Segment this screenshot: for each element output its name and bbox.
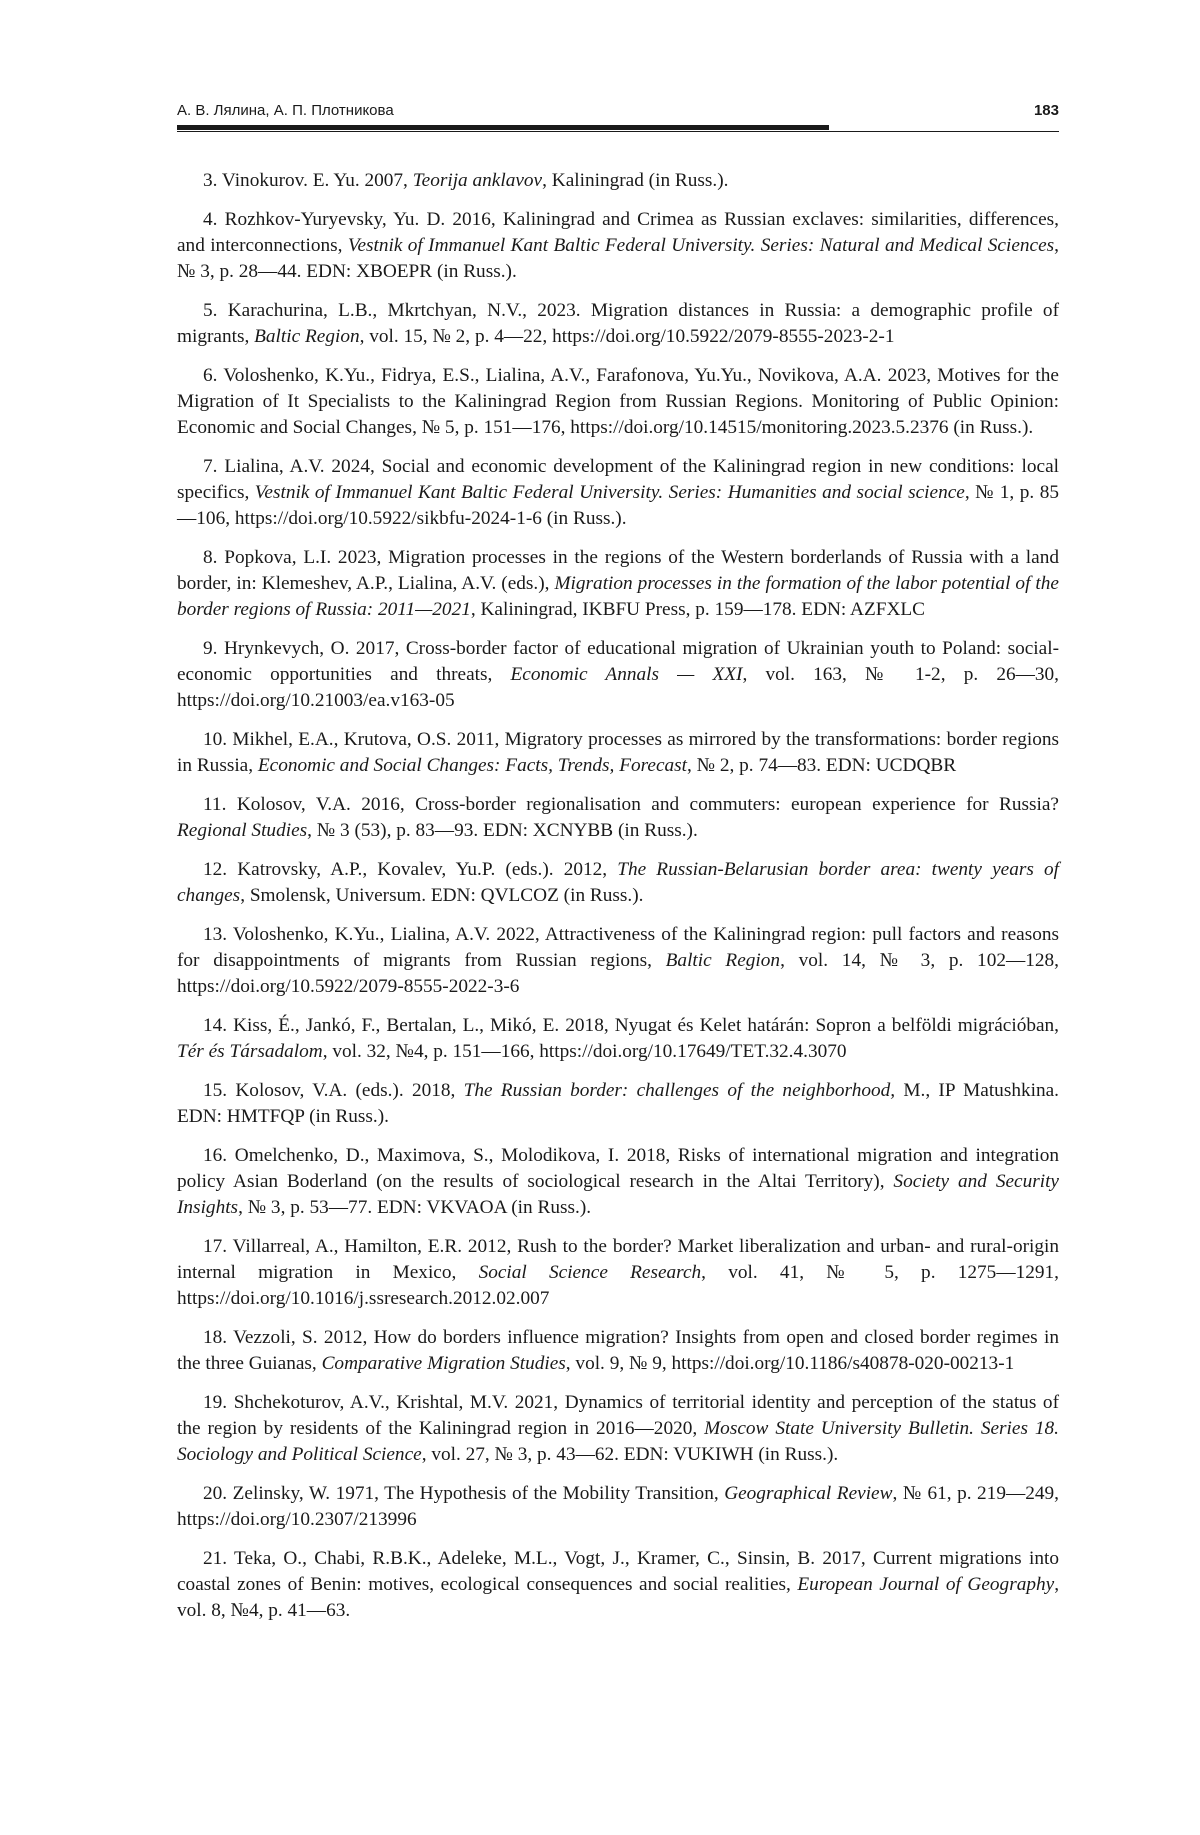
reference-title-italic: European Journal of Geography — [797, 1574, 1055, 1595]
reference-title-italic: Comparative Migration Studies — [321, 1353, 566, 1374]
reference-text: 20. Zelinsky, W. 1971, The Hypothesis of the Mobility Transition, — [203, 1483, 725, 1504]
reference-item — [177, 922, 1059, 1000]
reference-title-italic: Society and Security Insights — [177, 1171, 1059, 1218]
reference-text: 7. Lialina, A.V. 2024, Social and economic development of the Kaliningrad region in new conditions: local specifics, — [177, 456, 1059, 503]
reference-item — [177, 363, 1059, 441]
reference-title-italic: The Russian-Belarusian border area: twenty years of changes — [177, 859, 1059, 906]
reference-text: , № 2, p. 74—83. EDN: UCDQBR — [687, 755, 957, 776]
reference-title-italic: Baltic Region — [254, 326, 360, 347]
reference-text: , № 61, p. 219—249, https://doi.org/10.2307/213996 — [177, 1483, 1059, 1530]
reference-title-italic: Baltic Region — [665, 950, 781, 971]
reference-text: 17. Villarreal, A., Hamilton, E.R. 2012, Rush to the border? Market liberalization and urban- and rural-origin internal migration in Mexico, — [177, 1236, 1059, 1283]
reference-item — [177, 207, 1059, 285]
reference-text: , Smolensk, Universum. EDN: QVLCOZ (in Russ.). — [240, 885, 644, 906]
reference-item — [177, 857, 1059, 909]
reference-title-italic: Vestnik of Immanuel Kant Baltic Federal University. Series: Humanities and social science — [254, 482, 965, 503]
reference-text: , vol. 163, № 1-2, p. 26—30, https://doi.org/10.21003/ea.v163-05 — [177, 664, 1060, 711]
reference-text: 21. Teka, O., Chabi, R.B.K., Adeleke, M.L., Vogt, J., Kramer, C., Sinsin, B. 2017, Current migrations into coastal zones of Benin: motives, ecological consequences and social realities, — [177, 1548, 1059, 1595]
reference-title-italic: Economic Annals — XXI — [510, 664, 743, 685]
reference-text: , Kaliningrad, IKBFU Press, p. 159—178. EDN: AZFXLC — [470, 599, 926, 620]
reference-text: 11. Kolosov, V.A. 2016, Cross-border regionalisation and commuters: european experience for Russia? — [203, 794, 1059, 815]
reference-item — [177, 1481, 1059, 1533]
reference-title-italic: Geographical Review — [724, 1483, 893, 1504]
reference-text: 13. Voloshenko, K.Yu., Lialina, A.V. 2022, Attractiveness of the Kaliningrad region: pull factors and reasons for disappointments of migrants from Russian regions, — [177, 924, 1059, 971]
reference-text: 10. Mikhel, E.A., Krutova, O.S. 2011, Migratory processes as mirrored by the transformations: border regions in Russia, — [177, 729, 1059, 776]
reference-item — [177, 727, 1059, 779]
reference-text: 8. Popkova, L.I. 2023, Migration processes in the regions of the Western borderlands of Russia with a land border, in: Klemeshev, A.P., Lialina, A.V. (eds.), — [177, 547, 1059, 594]
reference-title-italic: Migration processes in the formation of the labor potential of the border regions of Russia: 2011—2021 — [177, 573, 1059, 620]
reference-title-italic: Teorija anklavov — [412, 170, 543, 191]
reference-text: , № 3, p. 53—77. EDN: VKVAOA (in Russ.). — [238, 1197, 592, 1218]
reference-text: M., IP Matushkina. EDN: HMTFQP (in Russ.). — [177, 1080, 1059, 1127]
reference-text: , vol. 32, №4, p. 151—166, https://doi.org/10.17649/TET.32.4.3070 — [322, 1041, 847, 1062]
reference-text: 16. Omelchenko, D., Maximova, S., Molodikova, I. 2018, Risks of international migration and integration policy Asian Boderland (on the results of sociological research in the Altai Territory), — [177, 1145, 1059, 1192]
reference-text: , № 1, p. 85—106, https://doi.org/10.5922/sikbfu-2024-1-6 (in Russ.). — [177, 482, 1059, 529]
reference-title-italic: Tér és Társadalom — [177, 1041, 323, 1062]
reference-text: , vol. 9, № 9, https://doi.org/10.1186/s40878-020-00213-1 — [565, 1353, 1015, 1374]
reference-item — [177, 454, 1059, 532]
reference-text: , vol. 14, № 3, p. 102—128, https://doi.org/10.5922/2079-8555-2022-3-6 — [177, 950, 1060, 997]
reference-text: , vol. 8, №4, p. 41—63. — [177, 1574, 1060, 1621]
reference-title-italic: Economic and Social Changes: Facts, Trends, Forecast — [257, 755, 688, 776]
reference-text: , № 3, p. 28—44. EDN: XBOEPR (in Russ.). — [177, 235, 1059, 282]
reference-text: 3. Vinokurov. E. Yu. 2007, — [203, 170, 413, 191]
reference-item — [177, 1325, 1059, 1377]
reference-item — [177, 168, 1059, 194]
reference-text: , vol. 15, № 2, p. 4—22, https://doi.org/10.5922/2079-8555-2023-2-1 — [359, 326, 895, 347]
reference-text: 19. Shchekoturov, A.V., Krishtal, M.V. 2021, Dynamics of territorial identity and perception of the status of the region by residents of the Kaliningrad region in 2016—2020, — [177, 1392, 1059, 1439]
reference-text: 15. Kolosov, V.A. (eds.). 2018, — [203, 1080, 464, 1101]
reference-text: 5. Karachurina, L.B., Mkrtchyan, N.V., 2023. Migration distances in Russia: a demographic profile of migrants, — [177, 300, 1059, 347]
reference-item — [177, 1390, 1059, 1468]
header-rule-thin — [177, 131, 1059, 132]
reference-text: , vol. 27, № 3, p. 43—62. EDN: VUKIWH (in Russ.). — [421, 1444, 839, 1465]
reference-item — [177, 1078, 1059, 1130]
reference-text: 9. Hrynkevych, O. 2017, Cross-border factor of educational migration of Ukrainian youth to Poland: social-economic opportunities and threats, — [177, 638, 1059, 685]
reference-text: 4. Rozhkov-Yuryevsky, Yu. D. 2016, Kaliningrad and Crimea as Russian exclaves: similarities, differences, and interconnections, — [177, 209, 1059, 256]
reference-item — [177, 298, 1059, 350]
reference-title-italic: The Russian border: challenges of the neighborhood, — [463, 1080, 896, 1101]
reference-item — [177, 1234, 1059, 1312]
reference-text: 12. Katrovsky, A.P., Kovalev, Yu.P. (eds.). 2012, — [203, 859, 618, 880]
reference-title-italic: Regional Studies — [177, 820, 308, 841]
reference-text: 6. Voloshenko, K.Yu., Fidrya, E.S., Lialina, A.V., Farafonova, Yu.Yu., Novikova, A.A. 2023, Motives for the Migration of It Specialists to the Kaliningrad Region from Russian Regions. Monitoring of Public Opinion: Economic and Social Changes, № 5, p. 151—176, https://doi.org/10.14515/monitoring.2023.5.2376 (in Russ.). — [177, 365, 1059, 438]
header-rule-thick — [177, 125, 829, 130]
reference-text: , Kaliningrad (in Russ.). — [542, 170, 729, 191]
running-header — [177, 100, 1059, 122]
reference-item — [177, 1143, 1059, 1221]
reference-title-italic: Moscow State University Bulletin. Series 18. Sociology and Political Science — [177, 1418, 1059, 1465]
reference-title-italic: Vestnik of Immanuel Kant Baltic Federal University. Series: Natural and Medical Sciences — [347, 235, 1055, 256]
reference-text: 18. Vezzoli, S. 2012, How do borders influence migration? Insights from open and closed border regimes in the three Guianas, — [177, 1327, 1059, 1374]
reference-text: , vol. 41, № 5, p. 1275—1291, https://doi.org/10.1016/j.ssresearch.2012.02.007 — [177, 1262, 1059, 1309]
reference-text: , № 3 (53), p. 83—93. EDN: XCNYBB (in Russ.). — [307, 820, 698, 841]
header-authors: А. В. Лялина, А. П. Плотникова — [177, 102, 394, 119]
page-number: 183 — [1033, 102, 1059, 119]
reference-item — [177, 792, 1059, 844]
reference-text: 14. Kiss, É., Jankó, F., Bertalan, L., Mikó, E. 2018, Nyugat és Kelet határán: Sopron a belföldi migrációban, — [203, 1015, 1059, 1036]
reference-title-italic: Social Science Research — [478, 1262, 702, 1283]
reference-item — [177, 1546, 1059, 1624]
reference-list — [177, 168, 1059, 1637]
reference-item — [177, 636, 1059, 714]
reference-item — [177, 1013, 1059, 1065]
reference-item — [177, 545, 1059, 623]
